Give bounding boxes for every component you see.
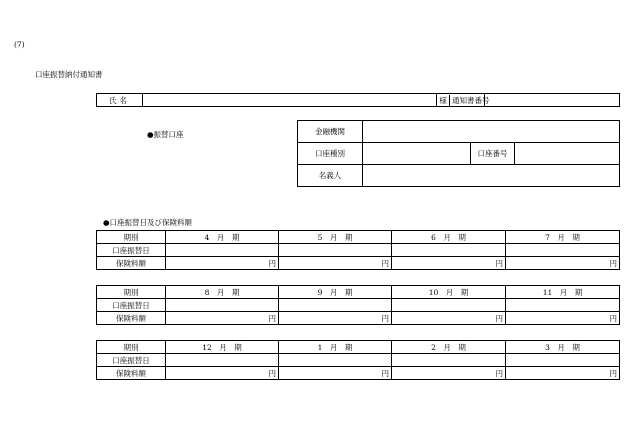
transfer-date-label: 口座振替日 — [97, 354, 166, 367]
name-label: 氏名 — [97, 94, 143, 107]
schedule-table-3 — [96, 340, 620, 380]
premium-cell[interactable]: 円 — [506, 257, 620, 270]
month-label: 7 月 期 — [506, 231, 620, 244]
month-label: 4 月 期 — [166, 231, 279, 244]
account-holder-label: 名義人 — [298, 165, 363, 187]
name-value[interactable] — [143, 94, 437, 107]
period-label: 期別 — [97, 286, 166, 299]
transfer-date-cell[interactable] — [279, 244, 392, 257]
transfer-date-cell[interactable] — [166, 299, 279, 312]
premium-cell[interactable]: 円 — [166, 257, 279, 270]
account-table — [297, 120, 620, 187]
month-label: 8 月 期 — [166, 286, 279, 299]
month-label: 11 月 期 — [506, 286, 620, 299]
account-heading: ●振替口座 — [147, 130, 184, 139]
item-number: (7) — [14, 40, 25, 49]
sama-label: 様 — [437, 95, 450, 106]
period-label: 期別 — [97, 231, 166, 244]
period-label: 期別 — [97, 341, 166, 354]
premium-cell[interactable]: 円 — [279, 312, 392, 325]
premium-cell[interactable]: 円 — [166, 312, 279, 325]
bank-label: 金融機関 — [298, 121, 363, 143]
account-number-value[interactable] — [515, 143, 620, 165]
name-row-table — [96, 93, 620, 107]
schedule-table-2 — [96, 285, 620, 325]
transfer-date-cell[interactable] — [166, 244, 279, 257]
month-label: 5 月 期 — [279, 231, 392, 244]
transfer-date-cell[interactable] — [506, 244, 620, 257]
month-label: 9 月 期 — [279, 286, 392, 299]
transfer-date-cell[interactable] — [392, 299, 506, 312]
bank-value[interactable] — [363, 121, 620, 143]
account-type-label: 口座種別 — [298, 143, 363, 165]
month-label: 6 月 期 — [392, 231, 506, 244]
month-label: 3 月 期 — [506, 341, 620, 354]
schedule-heading: ●口座振替日及び保険料額 — [103, 218, 193, 227]
month-label: 1 月 期 — [279, 341, 392, 354]
premium-cell[interactable]: 円 — [279, 257, 392, 270]
premium-label: 保険料額 — [97, 257, 166, 270]
transfer-date-cell[interactable] — [506, 354, 620, 367]
transfer-date-label: 口座振替日 — [97, 299, 166, 312]
transfer-date-cell[interactable] — [166, 354, 279, 367]
notice-label-cell — [437, 94, 490, 107]
premium-cell[interactable]: 円 — [506, 312, 620, 325]
premium-cell[interactable]: 円 — [279, 367, 392, 380]
transfer-date-cell[interactable] — [279, 354, 392, 367]
transfer-date-label: 口座振替日 — [97, 244, 166, 257]
transfer-date-cell[interactable] — [279, 299, 392, 312]
premium-cell[interactable]: 円 — [392, 312, 506, 325]
transfer-date-cell[interactable] — [392, 354, 506, 367]
account-holder-value[interactable] — [363, 165, 620, 187]
notice-number-value[interactable] — [485, 94, 620, 107]
page-title: 口座振替納付通知書 — [35, 70, 103, 79]
schedule-table-1 — [96, 230, 620, 270]
transfer-date-cell[interactable] — [392, 244, 506, 257]
premium-label: 保険料額 — [97, 367, 166, 380]
premium-cell[interactable]: 円 — [166, 367, 279, 380]
premium-cell[interactable]: 円 — [392, 257, 506, 270]
premium-cell[interactable]: 円 — [506, 367, 620, 380]
notice-number-label: 通知書番号 — [452, 95, 490, 105]
account-type-value[interactable] — [363, 143, 471, 165]
month-label: 2 月 期 — [392, 341, 506, 354]
transfer-date-cell[interactable] — [506, 299, 620, 312]
month-label: 12 月 期 — [166, 341, 279, 354]
month-label: 10 月 期 — [392, 286, 506, 299]
account-number-label: 口座番号 — [471, 143, 515, 165]
premium-label: 保険料額 — [97, 312, 166, 325]
premium-cell[interactable]: 円 — [392, 367, 506, 380]
